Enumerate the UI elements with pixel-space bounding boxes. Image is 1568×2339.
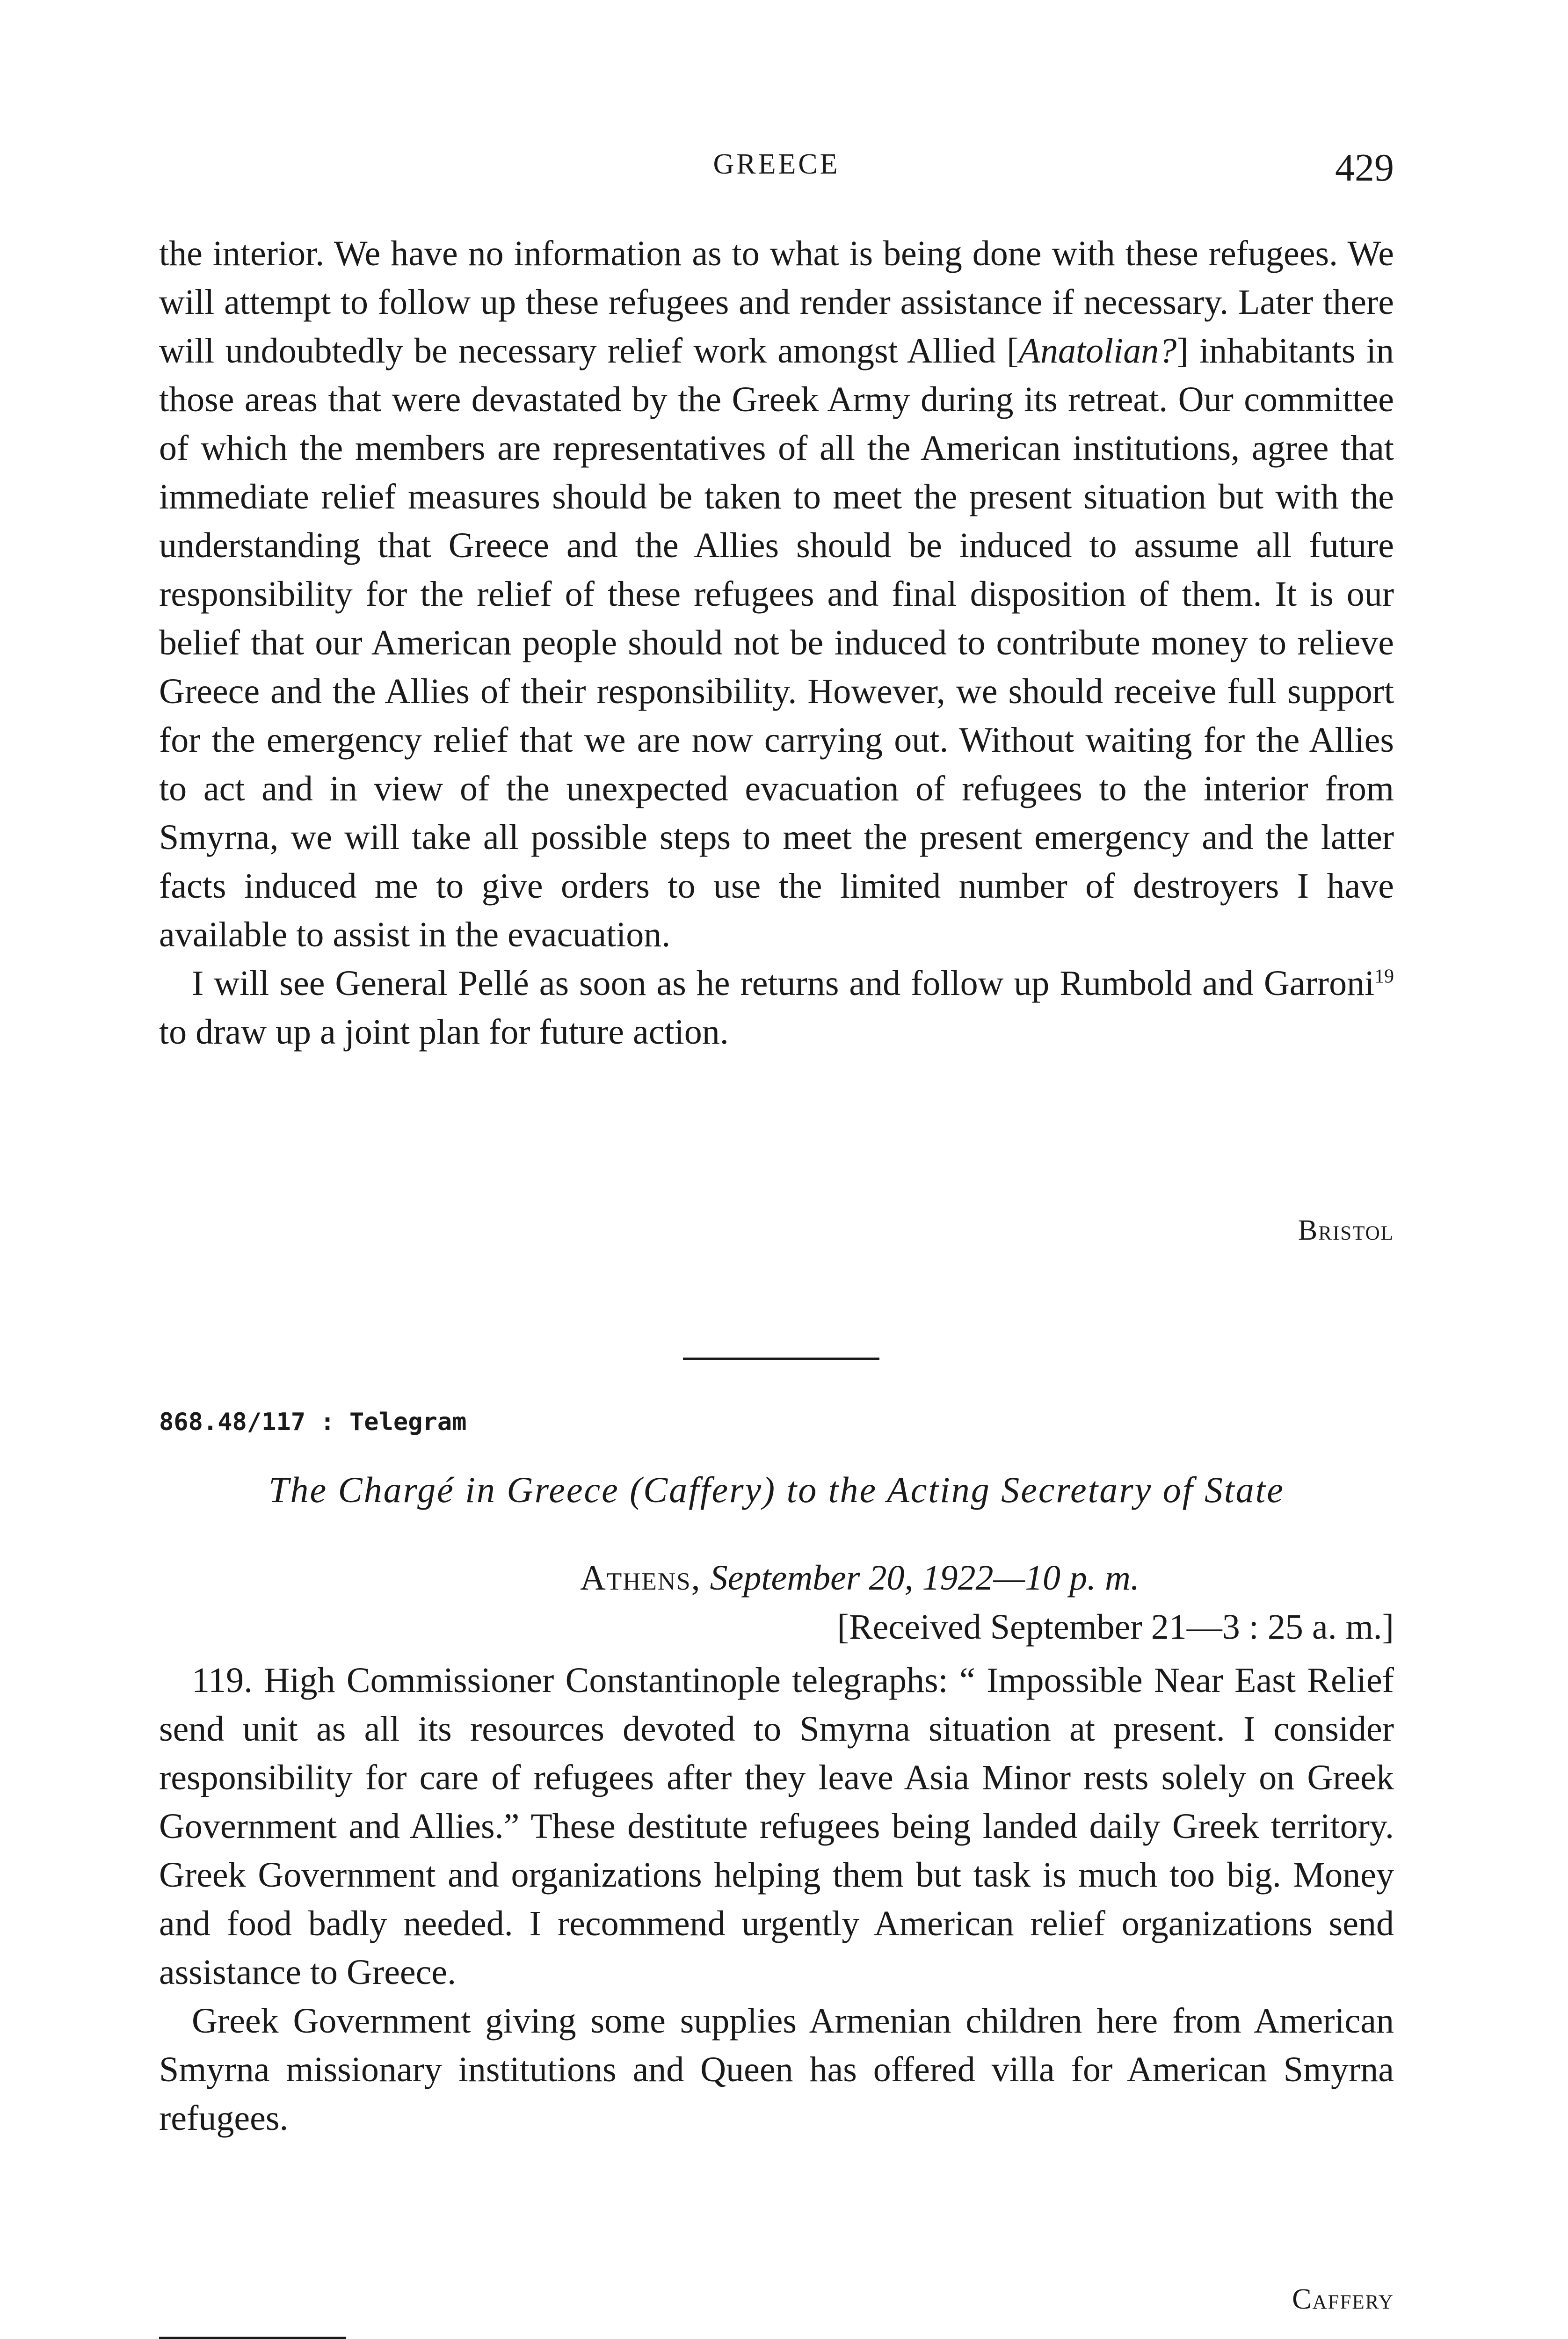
footnote-divider bbox=[159, 2337, 346, 2339]
document-page bbox=[159, 0, 1394, 2339]
paragraph: Greek Government giving some supplies Armenian children here from American Smyrna missionary institutions and Queen has offered villa for American Smyrna refugees. bbox=[159, 2001, 1394, 2138]
signature-bristol: Bristol bbox=[1298, 1214, 1394, 1246]
dateline-place: Athens, bbox=[580, 1558, 701, 1598]
paragraph bbox=[159, 229, 1394, 959]
signature-caffery: Caffery bbox=[1292, 2283, 1394, 2315]
document-title: The Chargé in Greece (Caffery) to the Acting Secretary of State bbox=[269, 1469, 1285, 1510]
italic-text-run: Anatolian? bbox=[1018, 331, 1177, 370]
text-run: to draw up a joint plan for future action. bbox=[159, 1012, 729, 1052]
running-title: GREECE bbox=[713, 148, 840, 180]
bristol-telegram-continuation bbox=[159, 229, 1394, 1056]
paragraph: 119. High Commissioner Constantinople telegraphs: “ Impossible Near East Relief send unit as all its resources devoted to Smyrna situation at present. I consider responsibility for care of refugees after they leave Asia Minor rests solely on Greek Government and Allies.” These destitute refugees being landed daily Greek territory. Greek Government and organizations helping them but task is much too big. Money and food badly needed. I recommend urgently American relief organizations send assistance to Greece. bbox=[159, 1661, 1394, 1992]
page-number: 429 bbox=[1335, 146, 1394, 189]
received-note: [Received September 21—3 : 25 a. m.] bbox=[837, 1607, 1394, 1647]
dateline-date: September 20, 1922—10 p. m. bbox=[701, 1558, 1140, 1598]
dateline bbox=[580, 1558, 1140, 1598]
caffery-telegram-body bbox=[159, 1656, 1394, 2143]
text-run: ] inhabitants in those areas that were devastated by the Greek Army during its retreat. Our committee of which the members are representatives of all the American institutions, agree that immediate relief measures should be taken to meet the present situation but with the understanding that Greece and the Allies should be induced to assume all future responsibility for the relief of these refugees and final disposition of them. It is our belief that our American people should not be induced to contribute money to relieve Greece and the Allies of their responsibility. However, we should receive full support for the emergency relief that we are now carrying out. Without waiting for the Allies to act and in view of the unexpected evacuation of refugees to the interior from Smyrna, we will take all possible steps to meet the present emergency and the latter facts induced me to give orders to use the limited number of destroyers I have available to assist in the evacuation. bbox=[159, 331, 1394, 954]
footnote-reference: 19 bbox=[1374, 966, 1394, 988]
section-divider bbox=[683, 1358, 879, 1360]
text-run: the interior. We have no information as to what is being done with these refugees. We will attempt to follow up these refugees and render assistance if necessary. Later there will undoubtedly be necessary relief work amongst Allied [ bbox=[159, 234, 1394, 370]
paragraph bbox=[159, 959, 1394, 1056]
running-head bbox=[159, 145, 1394, 196]
text-run: I will see General Pellé as soon as he returns and follow up Rumbold and Garroni bbox=[192, 964, 1375, 1003]
file-reference: 868.48/117 : Telegram bbox=[159, 1408, 467, 1436]
